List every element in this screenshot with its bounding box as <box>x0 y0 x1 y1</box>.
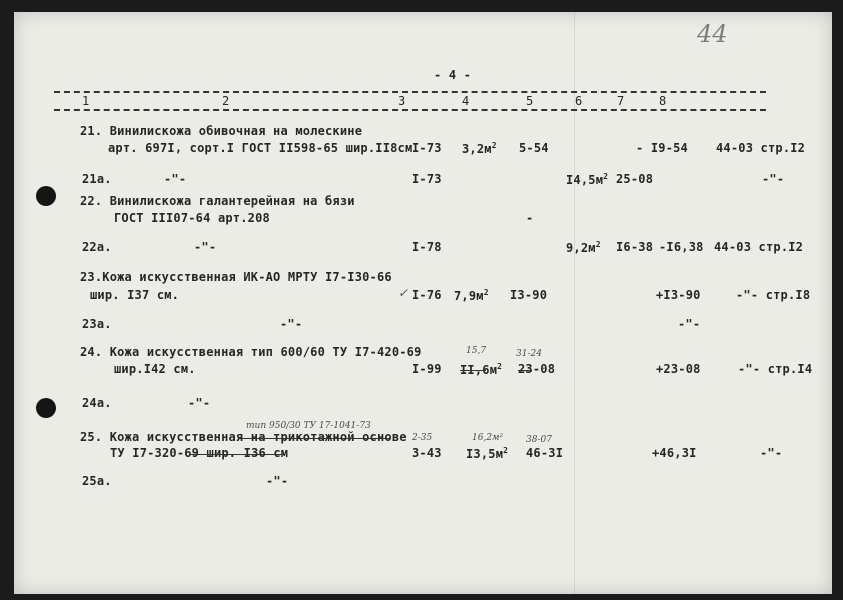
row-22-name-line2: ГОСТ III07-64 арт.208 <box>114 211 270 225</box>
row-21-col3: I-73 <box>412 141 442 155</box>
row-25-col4: $I3,5м^2$ <box>466 446 509 461</box>
row-23a-col2: -"- <box>280 317 303 331</box>
row-22-name-line1: 22. Винилискожа галантерейная на бязи <box>80 194 355 208</box>
row-21a-col7: 25-08 <box>616 172 654 186</box>
row-23-name-line2: шир. I37 см. <box>90 288 180 302</box>
row-23-name-line1: 23.Кожа искусственная ИК-АО МРТУ I7-I30-66 <box>80 270 392 284</box>
row-23-col4: $7,9м^2$ <box>454 288 489 303</box>
row-24-col4-strikethrough <box>460 370 486 371</box>
row-24-col5-handwritten: 31-24 <box>516 349 542 359</box>
row-23a-col8: -"- <box>678 317 701 331</box>
row-24-col8: +23-08 <box>656 362 701 376</box>
column-header-3: 3 <box>398 94 406 108</box>
row-23-col5: I3-90 <box>510 288 548 302</box>
row-25-col3: 3-43 <box>412 446 442 460</box>
row-24-col5-strikethrough <box>518 370 532 371</box>
row-21-name-line2: арт. 697I, сорт.I ГОСТ II598-65 шир.II8см <box>108 141 413 155</box>
row-22a-label: 22а. <box>82 240 112 254</box>
archive-number: 44 <box>697 20 728 48</box>
row-25-name-line2: ТУ I7-320-69 шир. I36 см <box>110 446 289 460</box>
row-25-col9: -"- <box>760 446 783 460</box>
row-24a-col2: -"- <box>188 396 211 410</box>
row-21a-label: 21а. <box>82 172 112 186</box>
row-25-col4-handwritten: 16,2м² <box>472 433 504 443</box>
row-25-name-strikethrough <box>240 438 390 439</box>
row-25-col8: +46,3I <box>652 446 697 460</box>
row-22a-col2: -"- <box>194 240 217 254</box>
row-22a-col3: I-78 <box>412 240 442 254</box>
column-header-8: 8 <box>659 94 667 108</box>
row-21a-col2: -"- <box>164 172 187 186</box>
row-24a-label: 24а. <box>82 396 112 410</box>
row-23-col3: I-76 <box>412 288 442 302</box>
row-24-name-line1: 24. Кожа искусственная тип 600/60 ТУ I7-420-69 <box>80 345 422 359</box>
row-25-width-strikethrough <box>190 454 284 455</box>
column-header-4: 4 <box>462 94 470 108</box>
row-24-col4-handwritten: 15,7 <box>466 346 487 356</box>
row-25-name-handwritten: тип 950/30 ТУ 17-1041-73 <box>246 421 371 431</box>
column-header-5: 5 <box>526 94 534 108</box>
row-22a-col7: I6-38 <box>616 240 654 254</box>
row-25-col5-handwritten: 38-07 <box>526 435 552 445</box>
row-22-col5: - <box>526 211 534 225</box>
row-21-col4: $3,2м^2$ <box>462 141 497 156</box>
row-21a-col9: -"- <box>762 172 785 186</box>
row-22a-col6: $9,2м^2$ <box>566 240 601 255</box>
row-21-col8: - I9-54 <box>636 141 688 155</box>
document-page <box>14 12 832 594</box>
row-23-col9: -"- стр.I8 <box>736 288 811 302</box>
header-rule-bottom <box>54 109 766 111</box>
header-rule-top <box>54 91 766 93</box>
row-24-col3: I-99 <box>412 362 442 376</box>
row-21a-col6: $I4,5м^2$ <box>566 172 609 187</box>
row-25-name-line1: 25. Кожа искусственная на трикотажной основе <box>80 430 407 444</box>
row-25a-label: 25а. <box>82 474 112 488</box>
row-23-col8: +I3-90 <box>656 288 701 302</box>
page-number: - 4 - <box>434 68 472 82</box>
row-21-col5: 5-54 <box>519 141 549 155</box>
row-21a-col3: I-73 <box>412 172 442 186</box>
row-24-name-line2: шир.I42 см. <box>114 362 196 376</box>
column-header-7: 7 <box>617 94 625 108</box>
row-22a-col9: 44-03 стр.I2 <box>714 240 804 254</box>
row-24-col4: $II,6м^2$ <box>460 362 503 377</box>
tick-mark: ✓ <box>398 286 409 300</box>
row-25-col3-handwritten: 2-35 <box>412 433 433 443</box>
row-25-col5: 46-3I <box>526 446 564 460</box>
column-header-1: 1 <box>82 94 90 108</box>
row-24-col9: -"- стр.I4 <box>738 362 813 376</box>
row-23a-label: 23а. <box>82 317 112 331</box>
row-21-col9: 44-03 стр.I2 <box>716 141 806 155</box>
row-21-name-line1: 21. Винилискожа обивочная на молескине <box>80 124 363 138</box>
column-header-2: 2 <box>222 94 230 108</box>
row-25a-col2: -"- <box>266 474 289 488</box>
row-22a-col8: -I6,38 <box>659 240 704 254</box>
punch-hole-upper <box>36 186 56 206</box>
column-header-6: 6 <box>575 94 583 108</box>
row-24-col5: 23-08 <box>518 362 556 376</box>
punch-hole-lower <box>36 398 56 418</box>
